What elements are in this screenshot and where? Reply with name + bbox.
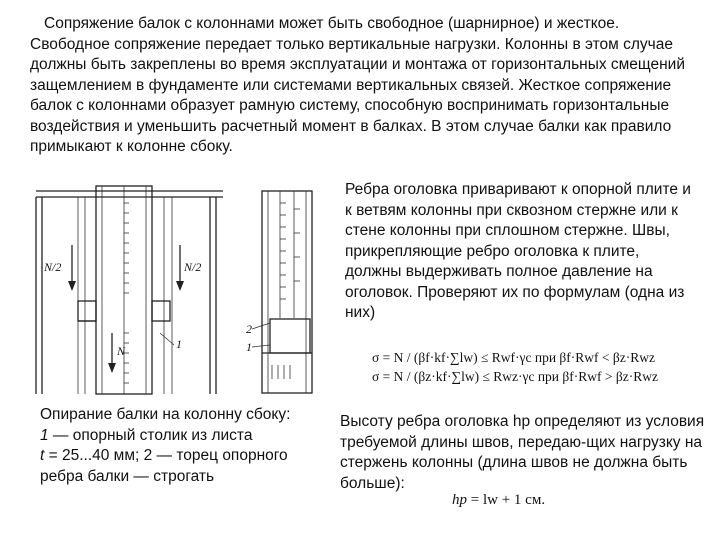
rib-height-paragraph: Высоту ребра оголовка hp определяют из условия требуемой длины швов, передаю-щих нагрузку на стержень колонны (длина швов не должна быть больше): <box>340 413 705 492</box>
caption-line-3-text: = 25...40 мм; 2 — торец опорного <box>44 447 288 464</box>
label-one: 1 <box>176 337 182 351</box>
head-rib-description <box>345 180 700 324</box>
caption-line-2 <box>40 426 325 447</box>
caption-line-4: ребра балки — строгать <box>40 467 215 485</box>
label-two: 2 <box>246 322 252 336</box>
weld-check-formulas <box>372 348 702 386</box>
beam-column-elevation-drawing <box>28 183 228 398</box>
intro-text <box>30 14 702 158</box>
column-head-section-drawing <box>232 183 327 398</box>
formula-line-1: σ = N / (βf·kf·∑lw) ≤ Rwf·γc при βf·Rwf < βz·Rwz <box>372 350 655 365</box>
caption-line-1: Опирание балки на колонну сбоку: <box>40 406 291 423</box>
caption-var-t: t <box>40 447 45 464</box>
hp-formula-lhs: hp <box>452 492 467 508</box>
caption-line-2-text: — опорный столик из листа <box>48 426 253 444</box>
head-rib-paragraph: Ребра оголовка приваривают к опорной плите и к ветвям колонны при сквозном стержне или к стене колонны при сплошном стержне. Швы, прикрепляющие ребро оголовка к плите, должны выдерживать полное давление на оголовок. Проверяют их по формулам (одна из них) <box>345 181 691 321</box>
caption-num-1: 1 <box>40 426 49 444</box>
hp-formula-rhs: = lw + 1 см. <box>467 492 546 508</box>
figure-caption <box>40 405 325 487</box>
label-n-half-left: N/2 <box>44 260 62 274</box>
rib-height-formula <box>452 492 545 509</box>
label-n-half-right: N/2 <box>184 260 202 274</box>
rib-height-description <box>340 412 705 494</box>
formula-line-2: σ = N / (βz·kf·∑lw) ≤ Rwz·γc при βf·Rwf > βz·Rwz <box>372 369 658 384</box>
caption-line-3 <box>40 446 325 467</box>
label-n: N <box>117 344 126 358</box>
label-one-b: 1 <box>246 340 252 354</box>
intro-paragraph: Сопряжение балок с колоннами может быть свободное (шарнирное) и жесткое. Свободное сопряжение передает только вертикальные нагрузки. Колонны в этом случае должны быть закреплены во время эксплуатации и монтажа от горизонтальных смещений защемлением в фундаменте или системами вертикальных связей. Жесткое сопряжение балок с колоннами образует рамную систему, способную воспринимать горизонтальные воздействия и уменьшить расчетный момент в балках. В этом случае балки как правило примыкают к колонне сбоку. <box>30 15 686 155</box>
